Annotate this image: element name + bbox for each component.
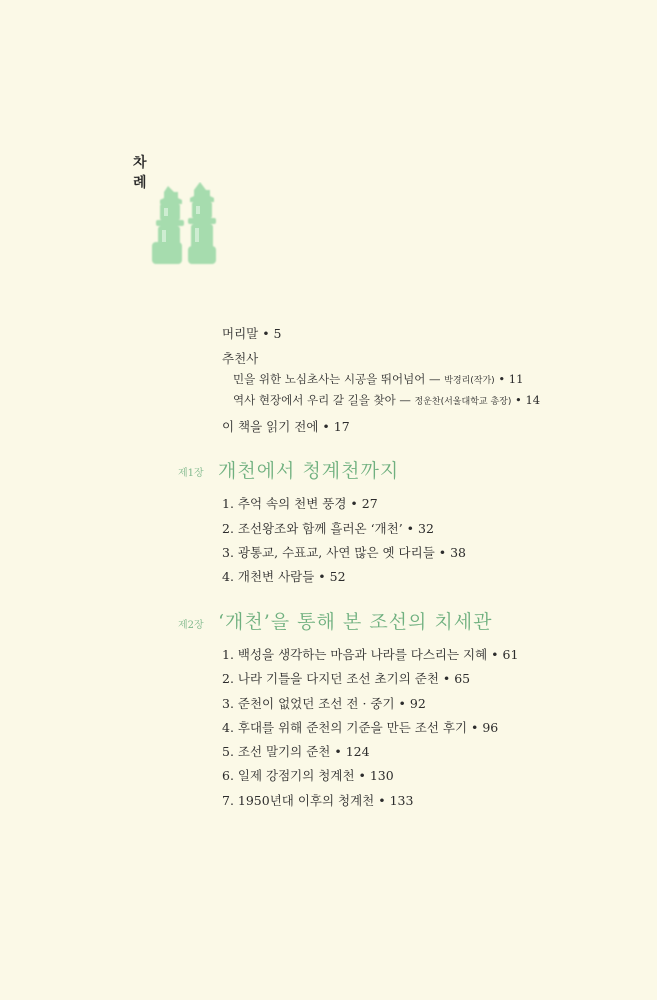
recommendation-entry-1 (233, 371, 523, 387)
chapter-1-item-4: 4. 개천변 사람들 • 52 (222, 569, 346, 584)
chapter-1-item-2: 2. 조선왕조와 함께 흘러온 ‘개천’ • 32 (222, 521, 434, 536)
chapter-1-label: 제1장 (178, 468, 204, 479)
chapter-1-title: 개천에서 청계천까지 (218, 460, 400, 482)
recommendation-2-title: 역사 현장에서 우리 갈 길을 찾아 — (233, 393, 411, 407)
chapter-1-item-3: 3. 광통교, 수표교, 사연 많은 옛 다리들 • 38 (222, 545, 466, 560)
chapter-2-title: ‘개천’을 통해 본 조선의 치세관 (218, 611, 493, 633)
contents-heading (133, 153, 149, 193)
recommendation-1-title: 민을 위한 노심초사는 시공을 뛰어넘어 — (233, 372, 441, 386)
contents-heading-char-2: 례 (133, 175, 147, 191)
before-reading-entry: 이 책을 읽기 전에 • 17 (222, 419, 350, 434)
recommendation-2-page: • 14 (515, 393, 541, 407)
contents-heading-char-1: 차 (133, 155, 147, 171)
chapter-2-item-5: 5. 조선 말기의 준천 • 124 (222, 744, 370, 759)
chapter-2-item-3: 3. 준천이 없었던 조선 전 · 중기 • 92 (222, 696, 426, 711)
chapter-2-item-7: 7. 1950년대 이후의 청계천 • 133 (222, 793, 414, 808)
recommendation-1-author: 박경리(작가) (444, 376, 495, 386)
chapter-2-label: 제2장 (178, 620, 204, 631)
chapter-1-item-1: 1. 추억 속의 천변 풍경 • 27 (222, 496, 378, 511)
recommendation-heading: 추천사 (222, 351, 259, 366)
recommendation-1-page: • 11 (498, 372, 524, 386)
chapter-2-item-1: 1. 백성을 생각하는 마음과 나라를 다스리는 지혜 • 61 (222, 647, 519, 662)
stone-lantern-pair-icon (148, 182, 218, 274)
chapter-2-item-2: 2. 나라 기틀을 다지던 조선 초기의 준천 • 65 (222, 671, 471, 686)
chapter-2-item-4: 4. 후대를 위해 준천의 기준을 만든 조선 후기 • 96 (222, 720, 499, 735)
preface-entry: 머리말 • 5 (222, 326, 282, 341)
recommendation-2-author: 정운찬(서울대학교 총장) (414, 397, 512, 407)
recommendation-entry-2 (233, 392, 540, 408)
chapter-2-item-6: 6. 일제 강점기의 청계천 • 130 (222, 768, 394, 783)
